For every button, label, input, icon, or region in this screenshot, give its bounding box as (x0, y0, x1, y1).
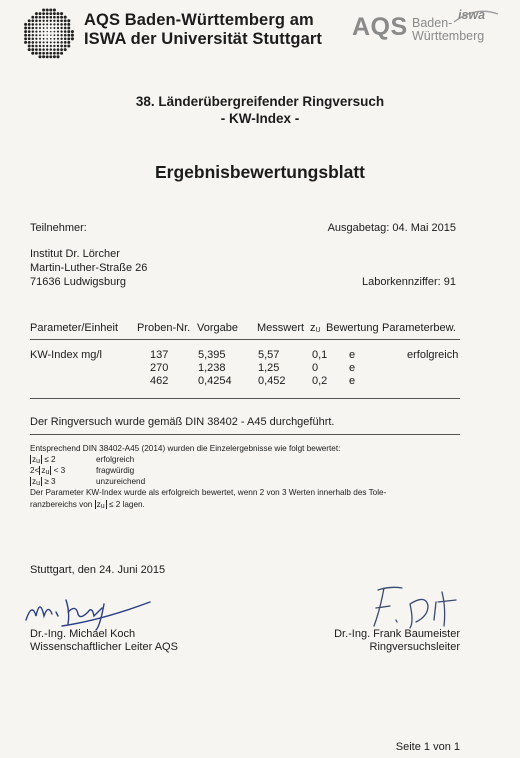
logo-dot (57, 31, 59, 33)
organization-name-line2: ISWA der Universität Stuttgart (84, 30, 323, 48)
logo-dot (46, 41, 48, 43)
logo-dot (42, 48, 45, 51)
col-header-parameter: Parameter/Einheit (30, 322, 119, 334)
logo-dot (35, 41, 37, 43)
logo-dot (53, 20, 55, 22)
col-header-zu (310, 322, 321, 334)
logo-dot (28, 23, 31, 26)
logo-dot (49, 55, 52, 58)
col-header-sample: Proben-Nr. (137, 322, 191, 334)
logo-dot (71, 37, 74, 40)
logo-dot (60, 16, 63, 19)
logo-dot (39, 23, 41, 25)
logo-dot (67, 41, 70, 44)
logo-dot (43, 34, 45, 36)
logo-dot (64, 48, 67, 51)
logo-dot (32, 30, 34, 32)
participant-city: 71636 Ludwigsburg (30, 276, 127, 288)
logo-dot (67, 44, 70, 47)
logo-dot (57, 12, 60, 15)
signer2-role: Ringversuchsleiter (369, 641, 460, 653)
logo-dot (60, 12, 63, 15)
logo-dot (32, 34, 34, 36)
lab-code: Laborkennziffer: 91 (362, 276, 456, 288)
logo-dot (28, 41, 31, 44)
logo-dot (39, 38, 41, 40)
logo-dot (39, 41, 41, 43)
logo-dot (50, 27, 52, 29)
z-sub: u (36, 458, 40, 465)
criteria-insufficient-suffix: ≥ 3 (44, 477, 56, 486)
logo-dot (50, 38, 52, 40)
logo-dot (57, 16, 60, 19)
logo-dot (50, 31, 52, 33)
logo-dot (24, 23, 27, 26)
row1-zu: 0,1 (312, 349, 328, 361)
logo-dot (50, 45, 52, 47)
criteria-row-success (30, 455, 56, 465)
logo-dot (50, 23, 52, 25)
aqs-logo-text: AQS (352, 13, 408, 41)
row3-sample: 462 (150, 375, 169, 387)
criteria-success-suffix: ≤ 2 (44, 455, 56, 464)
logo-dot (56, 55, 59, 58)
logo-dot (35, 31, 37, 33)
logo-dot (47, 35, 48, 36)
signer1-role: Wissenschaftlicher Leiter AQS (30, 641, 178, 653)
logo-dot (42, 55, 45, 58)
logo-dot (31, 48, 34, 51)
logo-dot (35, 48, 38, 51)
logo-dot (35, 38, 37, 40)
logo-dot (71, 30, 74, 33)
col-header-measured: Messwert (257, 322, 305, 334)
logo-dot (32, 38, 35, 41)
logo-dot (60, 30, 62, 32)
logo-dot (64, 30, 67, 33)
logo-dot (57, 34, 59, 36)
logo-dot (39, 20, 41, 22)
z-sub: u (100, 503, 105, 510)
logo-dot (53, 38, 55, 40)
logo-dot (39, 52, 42, 55)
logo-dot (24, 30, 27, 33)
logo-dot (39, 12, 42, 15)
logo-dot (43, 41, 45, 43)
logo-dot (50, 16, 53, 19)
logo-dot (71, 34, 74, 37)
logo-dot (35, 20, 38, 23)
logo-dot (31, 16, 34, 19)
logo-dot (31, 52, 34, 55)
iswa-logo-text: iswa (458, 8, 486, 22)
logo-dot (64, 19, 67, 22)
row1-parameter: KW-Index mg/l (30, 349, 102, 361)
logo-dot (43, 23, 45, 25)
logo-dot (39, 27, 41, 29)
logo-dot (64, 37, 67, 40)
row3-zu: 0,2 (312, 375, 328, 387)
logo-dot (64, 16, 67, 19)
logo-dot (54, 31, 56, 33)
row2-zu: 0 (312, 362, 319, 374)
z-abs-symbol (30, 455, 42, 464)
logo-dot (60, 27, 62, 29)
row2-rating: e (349, 362, 356, 374)
logo-dot (53, 41, 55, 43)
logo-dot (67, 30, 70, 33)
logo-dot (64, 23, 67, 26)
logo-dot (46, 48, 48, 50)
logo-dot (35, 27, 37, 29)
aqs-logo-region-line1: Baden- (412, 16, 453, 30)
logo-dot (28, 30, 31, 33)
participant-name: Institut Dr. Lörcher (30, 248, 120, 260)
logo-dot (31, 19, 34, 22)
logo-dot (46, 23, 48, 25)
criteria-row-insufficient (30, 477, 56, 487)
row1-param-rating: erfolgreich (407, 349, 459, 361)
logo-dot (53, 8, 56, 11)
logo-dot (24, 37, 27, 40)
logo-dot (42, 8, 45, 11)
logo-dot (46, 52, 49, 55)
logo-dot (53, 45, 55, 47)
col-header-target: Vorgabe (197, 322, 238, 334)
notes-rule (30, 434, 460, 435)
col-header-zu-z: z (310, 322, 316, 334)
organization-name-line1: AQS Baden-Württemberg am (84, 11, 314, 29)
logo-dot (28, 34, 31, 37)
logo-dot (57, 38, 59, 40)
logo-dot (46, 12, 49, 15)
logo-dot (57, 48, 60, 51)
din-statement: Der Ringversuch wurde gemäß DIN 38402 - A45 durchgeführt. (30, 416, 335, 428)
z-abs-symbol (39, 466, 51, 475)
parameter-rule-line2-post: ≤ 2 lagen. (108, 500, 145, 509)
table-bottom-rule (30, 398, 460, 399)
logo-dot (50, 41, 52, 43)
logo-dot (64, 34, 67, 37)
logo-dot (35, 45, 38, 48)
logo-dot (60, 52, 63, 55)
z-sub: u (45, 469, 50, 476)
logo-dot (54, 34, 56, 36)
title-line1: 38. Länderübergreifender Ringversuch (135, 94, 385, 109)
logo-dot (67, 19, 70, 22)
logo-dot (53, 12, 56, 15)
z-sub: u (36, 480, 40, 487)
logo-dot (43, 31, 45, 33)
row1-sample: 137 (150, 349, 169, 361)
z-symbol: z (32, 455, 37, 464)
logo-dot (60, 34, 62, 36)
logo-dot (53, 55, 56, 58)
row1-target: 5,395 (198, 349, 226, 361)
logo-dot (49, 8, 52, 11)
logo-dot (60, 45, 63, 48)
logo-dot (24, 41, 27, 44)
z-abs-symbol (95, 500, 107, 509)
logo-dot (57, 20, 60, 23)
logo-dot (53, 52, 56, 55)
logo-dot (35, 52, 38, 55)
logo-dot (57, 52, 60, 55)
signer2-name: Dr.-Ing. Frank Baumeister (334, 628, 460, 640)
logo-dot (60, 38, 62, 40)
logo-dot (42, 12, 45, 15)
logo-dot (50, 34, 51, 35)
col-header-zu-sub: U (315, 327, 321, 334)
logo-dot (35, 23, 37, 25)
logo-dot (46, 8, 49, 11)
logo-dot (39, 16, 42, 19)
participant-label: Teilnehmer: (30, 222, 87, 234)
logo-dot (57, 41, 59, 43)
place-date: Stuttgart, den 24. Juni 2015 (30, 564, 166, 576)
iswa-dot-logo (20, 8, 76, 60)
table-header-rule (30, 339, 460, 340)
logo-dot (35, 16, 38, 19)
criteria-row-questionable (30, 466, 65, 476)
logo-dot (49, 52, 52, 55)
logo-dot (53, 16, 56, 19)
logo-dot (50, 20, 52, 22)
logo-dot (46, 27, 48, 29)
col-header-param-rating: Parameterbew. (382, 322, 456, 334)
parameter-rule-line2-pre: ranzbereichs von (30, 500, 93, 509)
logo-dot (31, 45, 34, 48)
z-symbol: z (96, 500, 101, 509)
logo-dot (32, 41, 35, 44)
logo-dot (39, 31, 41, 33)
logo-dot (43, 27, 45, 29)
row2-sample: 270 (150, 362, 169, 374)
logo-dot (60, 41, 63, 44)
parameter-rule-line2 (30, 500, 145, 510)
col-header-rating: Bewertung (326, 322, 379, 334)
row2-target: 1,238 (198, 362, 226, 374)
logo-dot (46, 38, 48, 40)
criteria-insufficient-label: unzureichend (96, 477, 146, 486)
z-symbol: z (32, 477, 37, 486)
row3-rating: e (349, 375, 356, 387)
logo-dot (46, 16, 49, 19)
logo-dot (60, 48, 63, 51)
issue-date: Ausgabetag: 04. Mai 2015 (327, 222, 456, 234)
row1-rating: e (349, 349, 356, 361)
logo-dot (46, 20, 48, 22)
logo-dot (42, 52, 45, 55)
row3-measured: 0,452 (258, 375, 286, 387)
logo-dot (39, 34, 41, 36)
logo-dot (24, 34, 27, 37)
criteria-questionable-suffix: < 3 (53, 466, 66, 475)
page-number: Seite 1 von 1 (395, 741, 460, 753)
row3-target: 0,4254 (198, 375, 232, 387)
title-line2: - KW-Index - (220, 111, 300, 126)
logo-dot (43, 38, 45, 40)
logo-dot (32, 27, 35, 30)
logo-dot (50, 48, 52, 50)
organization-name (84, 11, 322, 49)
logo-dot (53, 23, 55, 25)
criteria-success-label: erfolgreich (96, 455, 135, 464)
logo-dot (46, 55, 49, 58)
z-symbol: z (41, 466, 46, 475)
logo-dot (67, 23, 70, 26)
logo-dot (57, 23, 59, 25)
logo-dot (42, 20, 44, 22)
logo-dot (28, 37, 31, 40)
row2-measured: 1,25 (258, 362, 280, 374)
logo-dot (60, 23, 63, 26)
logo-dot (24, 27, 27, 30)
logo-dot (31, 23, 34, 26)
document-title: Ergebnisbewertungsblatt (154, 162, 366, 182)
logo-dot (28, 45, 31, 48)
logo-dot (67, 27, 70, 30)
logo-dot (64, 45, 67, 48)
row1-measured: 5,57 (258, 349, 280, 361)
signer1-name: Dr.-Ing. Michael Koch (30, 628, 136, 640)
logo-dot (53, 48, 56, 51)
aqs-logo-region-line2: Württemberg (412, 29, 485, 43)
logo-dot (57, 45, 59, 47)
participant-street: Martin-Luther-Straße 26 (30, 262, 148, 274)
aqs-logo (352, 8, 502, 48)
evaluation-intro: Entsprechend DIN 38402-A45 (2014) wurden die Einzelergebnisse wie folgt bewertet: (30, 444, 341, 453)
criteria-questionable-label: fragwürdig (96, 466, 135, 475)
logo-dot (38, 55, 41, 58)
logo-dot (64, 41, 67, 44)
logo-dot (46, 45, 48, 47)
logo-dot (28, 27, 31, 30)
parameter-rule-line1: Der Parameter KW-Index wurde als erfolgreich bewertet, wenn 2 von 3 Werten innerhalb des Tole- (30, 488, 387, 497)
criteria-questionable-prefix: 2< (30, 466, 40, 475)
signature-baumeister (366, 582, 466, 632)
logo-dot (60, 19, 63, 22)
logo-dot (35, 12, 38, 15)
logo-dot (35, 34, 37, 36)
logo-dot (49, 12, 52, 15)
logo-dot (67, 37, 70, 40)
logo-dot (67, 34, 70, 37)
z-abs-symbol (30, 477, 42, 486)
logo-dot (53, 27, 55, 29)
logo-dot (28, 19, 31, 22)
logo-dot (42, 45, 44, 47)
logo-dot (64, 27, 67, 30)
logo-dot (57, 27, 59, 29)
logo-dot (47, 31, 48, 32)
logo-dot (39, 48, 42, 51)
logo-dot (42, 16, 45, 19)
logo-dot (28, 48, 31, 51)
logo-dot (39, 45, 41, 47)
